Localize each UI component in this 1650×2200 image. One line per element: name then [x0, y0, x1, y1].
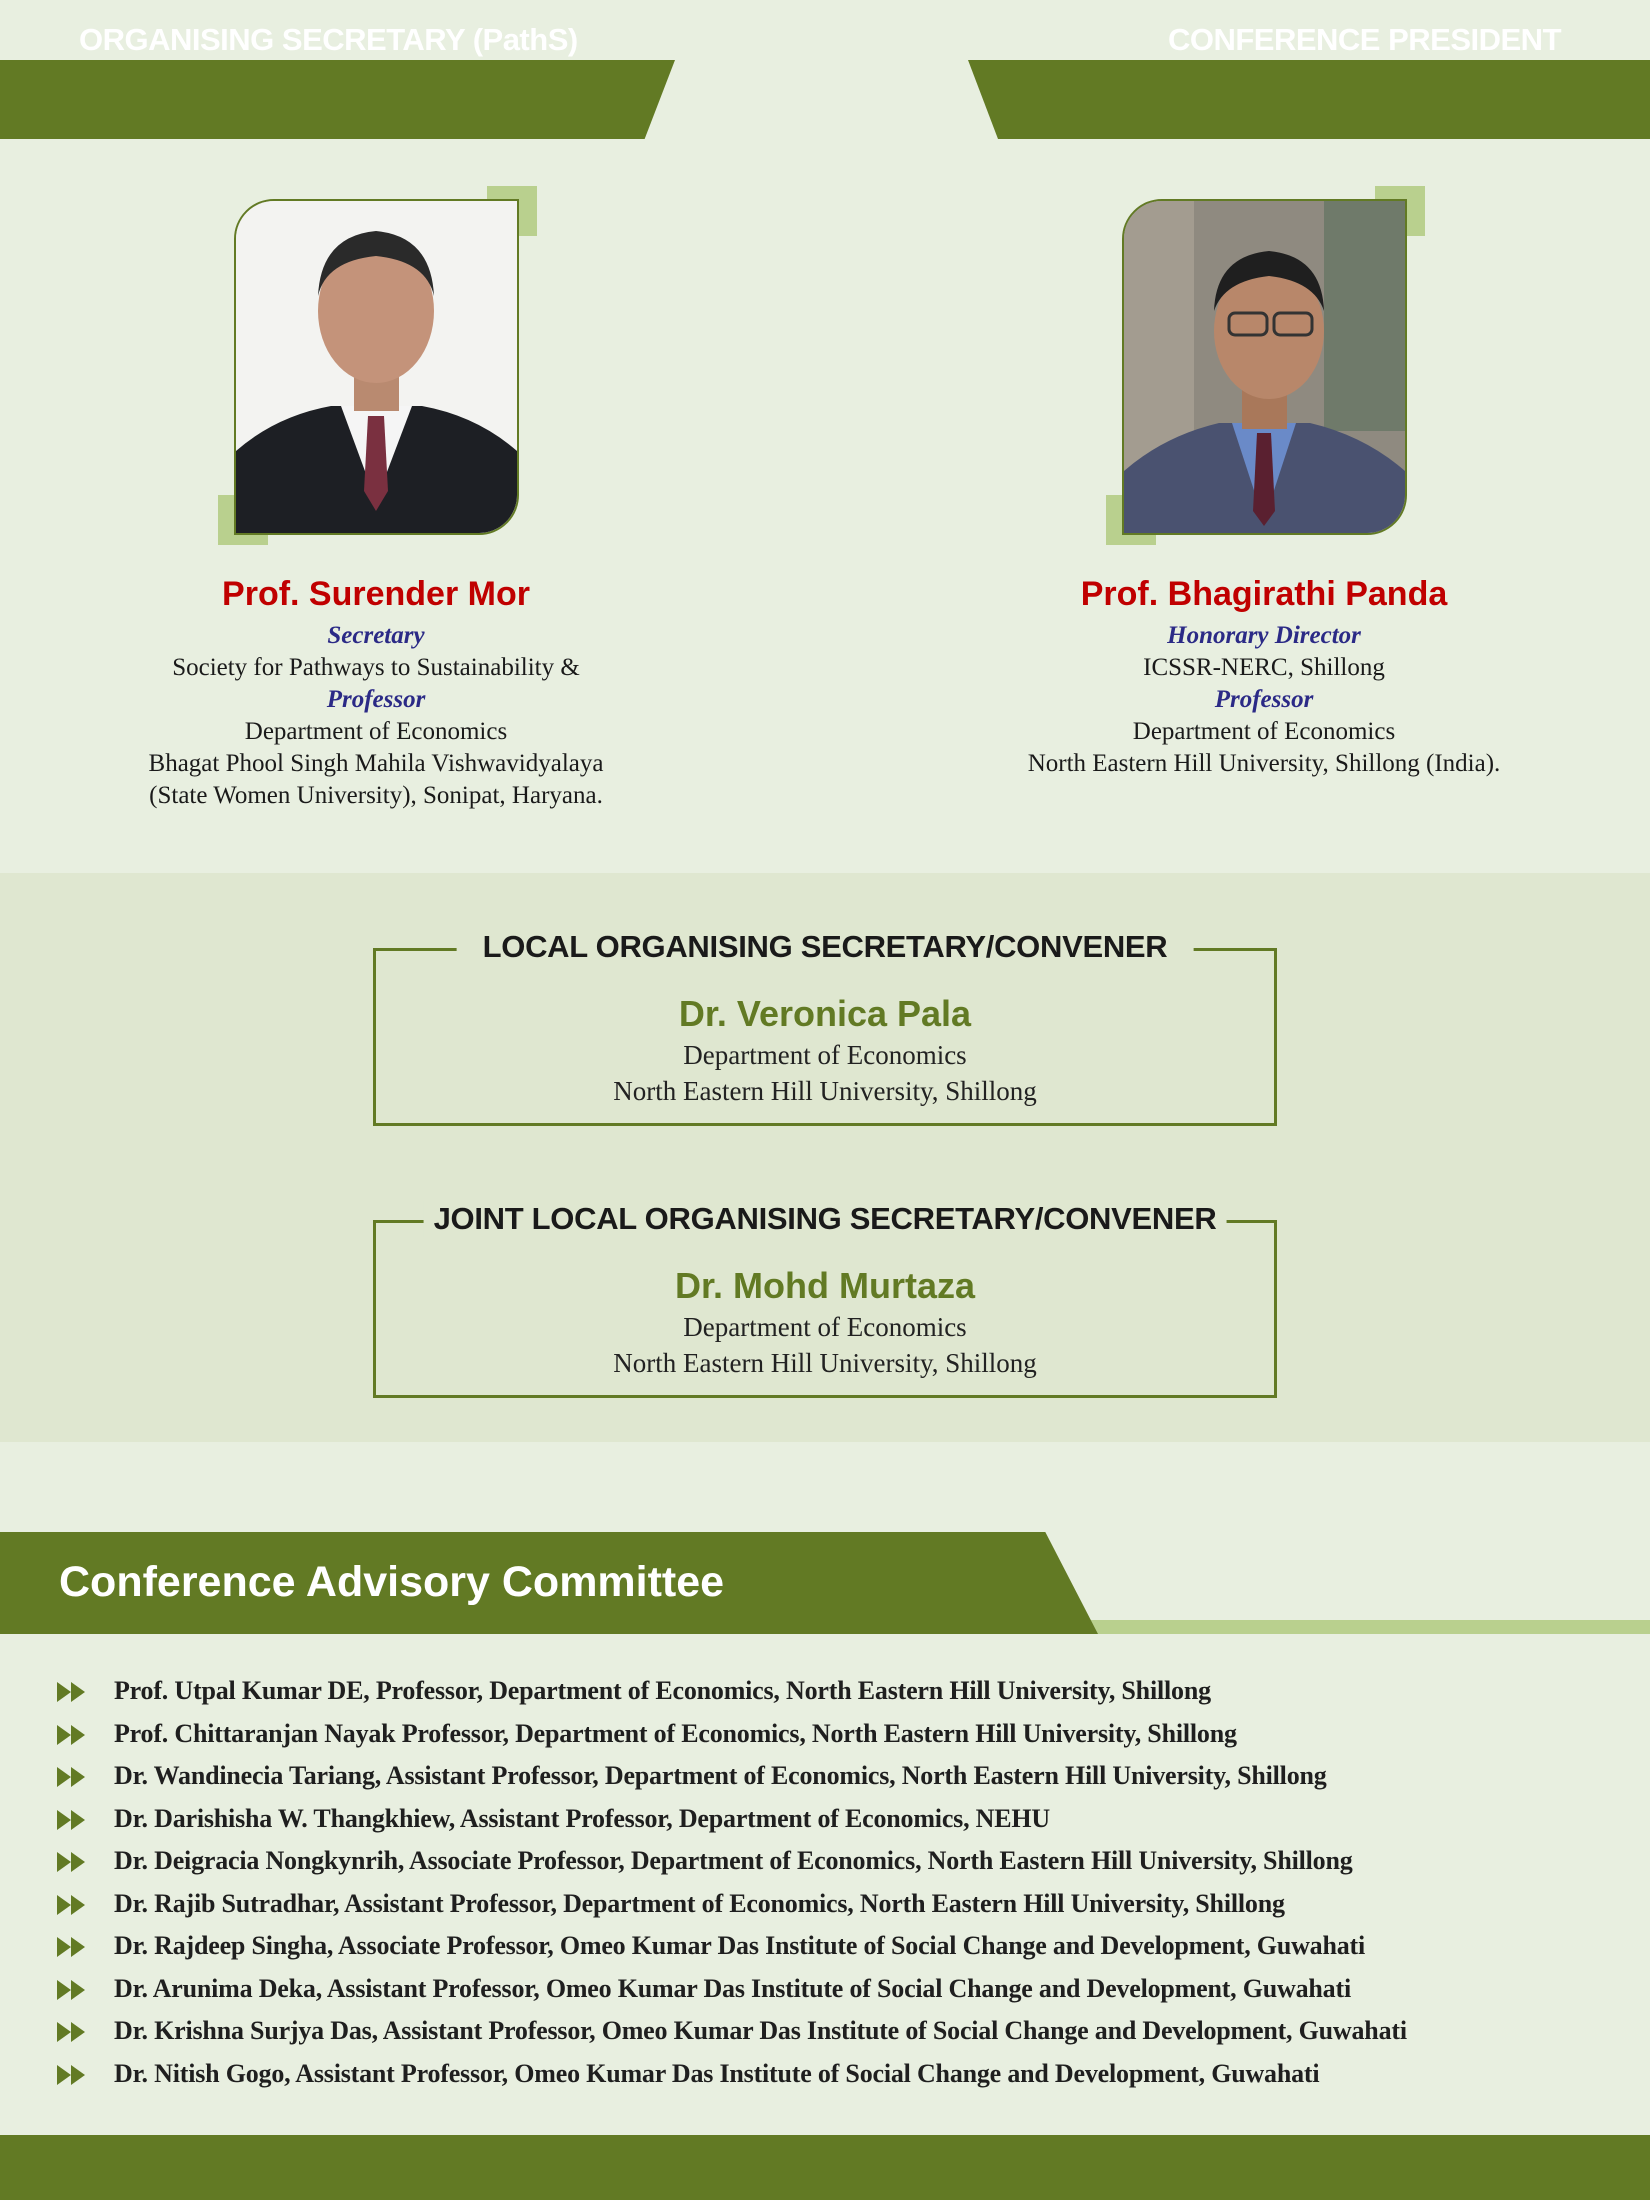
secretary-photo-frame [234, 199, 519, 535]
joint-convener-univ: North Eastern Hill University, Shillong [613, 1348, 1037, 1378]
advisory-member: Dr. Arunima Deka, Assistant Professor, Omeo Kumar Das Institute of Social Change and Development, Guwahati [114, 1973, 1351, 2003]
convener-name: Dr. Veronica Pala [678, 993, 972, 1034]
list-item [0, 1798, 1650, 1841]
double-chevron-icon [57, 1852, 89, 1872]
double-chevron-icon [57, 1937, 89, 1957]
secretary-name: Prof. Surender Mor [222, 575, 530, 613]
footer-bar [0, 2135, 1650, 2200]
list-item [0, 1925, 1650, 1968]
president-role: Professor [1214, 686, 1314, 713]
president-photo-frame [1122, 199, 1407, 535]
advisory-member: Dr. Darishisha W. Thangkhiew, Assistant Professor, Department of Economics, NEHU [114, 1803, 1050, 1833]
list-item [0, 1968, 1650, 2011]
double-chevron-icon [57, 1767, 89, 1787]
advisory-member: Dr. Krishna Surjya Das, Assistant Professor, Omeo Kumar Das Institute of Social Change and Development, Guwahati [114, 2016, 1407, 2046]
list-item [0, 2053, 1650, 2096]
double-chevron-icon [57, 1980, 89, 2000]
president-affiliation: Department of Economics [1132, 718, 1396, 745]
advisory-member: Dr. Rajdeep Singha, Associate Professor, Omeo Kumar Das Institute of Social Change and Development, Guwahati [114, 1931, 1365, 1961]
list-item [0, 2010, 1650, 2053]
double-chevron-icon [57, 1895, 89, 1915]
advisory-member: Dr. Wandinecia Tariang, Assistant Professor, Department of Economics, North Eastern Hill University, Shillong [114, 1761, 1327, 1791]
joint-convener-title: JOINT LOCAL ORGANISING SECRETARY/CONVENER [424, 1201, 1227, 1237]
double-chevron-icon [57, 1682, 89, 1702]
advisory-member: Dr. Nitish Gogo, Assistant Professor, Omeo Kumar Das Institute of Social Change and Development, Guwahati [114, 2058, 1320, 2088]
advisory-heading: Conference Advisory Committee [59, 1558, 725, 1606]
advisory-list [0, 1670, 1650, 2095]
double-chevron-icon [57, 2065, 89, 2085]
list-item [0, 1840, 1650, 1883]
president-role: Honorary Director [1167, 622, 1361, 649]
president-photo [1122, 199, 1407, 535]
list-item [0, 1713, 1650, 1756]
organising-secretary-heading: ORGANISING SECRETARY (PathS) [79, 22, 578, 57]
secretary-role: Secretary [327, 622, 425, 649]
double-chevron-icon [57, 1725, 89, 1745]
convener-box [373, 929, 1277, 1126]
secretary-photo [234, 199, 519, 535]
secretary-role: Professor [326, 686, 426, 713]
convener-title: LOCAL ORGANISING SECRETARY/CONVENER [457, 929, 1194, 965]
joint-convener-dept: Department of Economics [683, 1312, 967, 1342]
convener-univ: North Eastern Hill University, Shillong [613, 1076, 1037, 1106]
double-chevron-icon [57, 1810, 89, 1830]
double-chevron-icon [57, 2022, 89, 2042]
list-item [0, 1883, 1650, 1926]
president-affiliation: ICSSR-NERC, Shillong [1143, 654, 1385, 681]
advisory-member: Prof. Utpal Kumar DE, Professor, Department of Economics, North Eastern Hill University, Shillong [114, 1676, 1211, 1706]
secretary-affiliation: (State Women University), Sonipat, Haryana. [149, 782, 603, 809]
list-item [0, 1755, 1650, 1798]
advisory-member: Dr. Rajib Sutradhar, Assistant Professor, Department of Economics, North Eastern Hill University, Shillong [114, 1888, 1285, 1918]
advisory-member: Prof. Chittaranjan Nayak Professor, Department of Economics, North Eastern Hill University, Shillong [114, 1718, 1237, 1748]
conference-president-heading: CONFERENCE PRESIDENT [1167, 22, 1561, 57]
joint-convener-name: Dr. Mohd Murtaza [674, 1265, 975, 1306]
advisory-member: Dr. Deigracia Nongkynrih, Associate Professor, Department of Economics, North Eastern Hill University, Shillong [114, 1846, 1353, 1876]
advisory-accent-strip [1090, 1620, 1650, 1634]
joint-convener-box [373, 1201, 1277, 1398]
secretary-affiliation: Bhagat Phool Singh Mahila Vishwavidyalaya [148, 750, 604, 777]
secretary-info [0, 568, 756, 812]
secretary-affiliation: Department of Economics [244, 718, 508, 745]
president-name: Prof. Bhagirathi Panda [1080, 575, 1448, 613]
president-affiliation: North Eastern Hill University, Shillong (India). [1027, 750, 1501, 777]
list-item [0, 1670, 1650, 1713]
secretary-affiliation: Society for Pathways to Sustainability & [172, 654, 580, 681]
president-info [884, 568, 1644, 780]
convener-dept: Department of Economics [683, 1040, 967, 1070]
